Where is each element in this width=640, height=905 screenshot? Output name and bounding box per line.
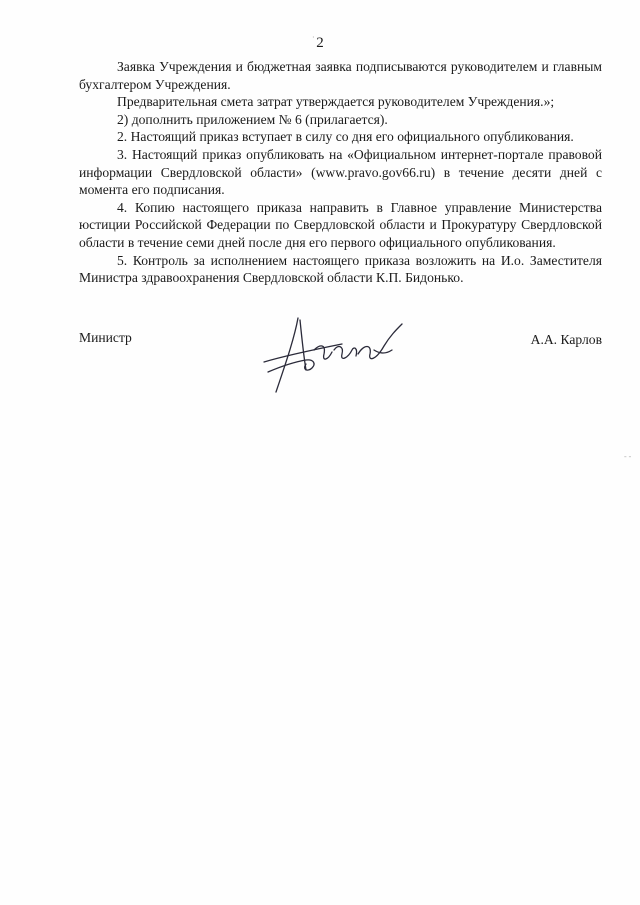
handwritten-signature (254, 310, 414, 400)
paragraph-application-signing: Заявка Учреждения и бюджетная заявка подписываются руководителем и главным бухгалтером Учреждения. (79, 59, 602, 92)
paragraph-clause-2: 2. Настоящий приказ вступает в силу со дня его официального опубликования. (117, 129, 574, 145)
paragraph-clause-5: 5. Контроль за исполнением настоящего приказа возложить на И.о. Заместителя Министра здравоохранения Свердловской области К.П. Бидонько. (79, 252, 602, 286)
page-number-text: 2 (316, 35, 324, 51)
signatory-name: А.А. Карлов (530, 332, 602, 347)
paragraph-clause-4: 4. Копию настоящего приказа направить в Главное управление Министерства юстиции Российской Федерации по Свердловской области и Прокуратуру Свердловской области в течение семи дней после дня его первого официального опубликования. (79, 199, 602, 250)
page-number (0, 35, 640, 52)
signature-block (79, 310, 602, 400)
paragraph-clause-3: 3. Настоящий приказ опубликовать на «Официальном интернет-портале правовой информации Свердловской области» (www.pravo.gov66.ru) в течение десяти дней с момента его подписания. (79, 146, 602, 198)
scan-artifact: - - (624, 452, 632, 461)
document-body (79, 58, 602, 287)
scan-mark: · (312, 33, 315, 42)
signatory-title: Министр (79, 330, 132, 345)
paragraph-appendix-6: 2) дополнить приложением № 6 (прилагается). (117, 111, 388, 127)
paragraph-estimate-approval: Предварительная смета затрат утверждается руководителем Учреждения.»; (117, 94, 555, 110)
